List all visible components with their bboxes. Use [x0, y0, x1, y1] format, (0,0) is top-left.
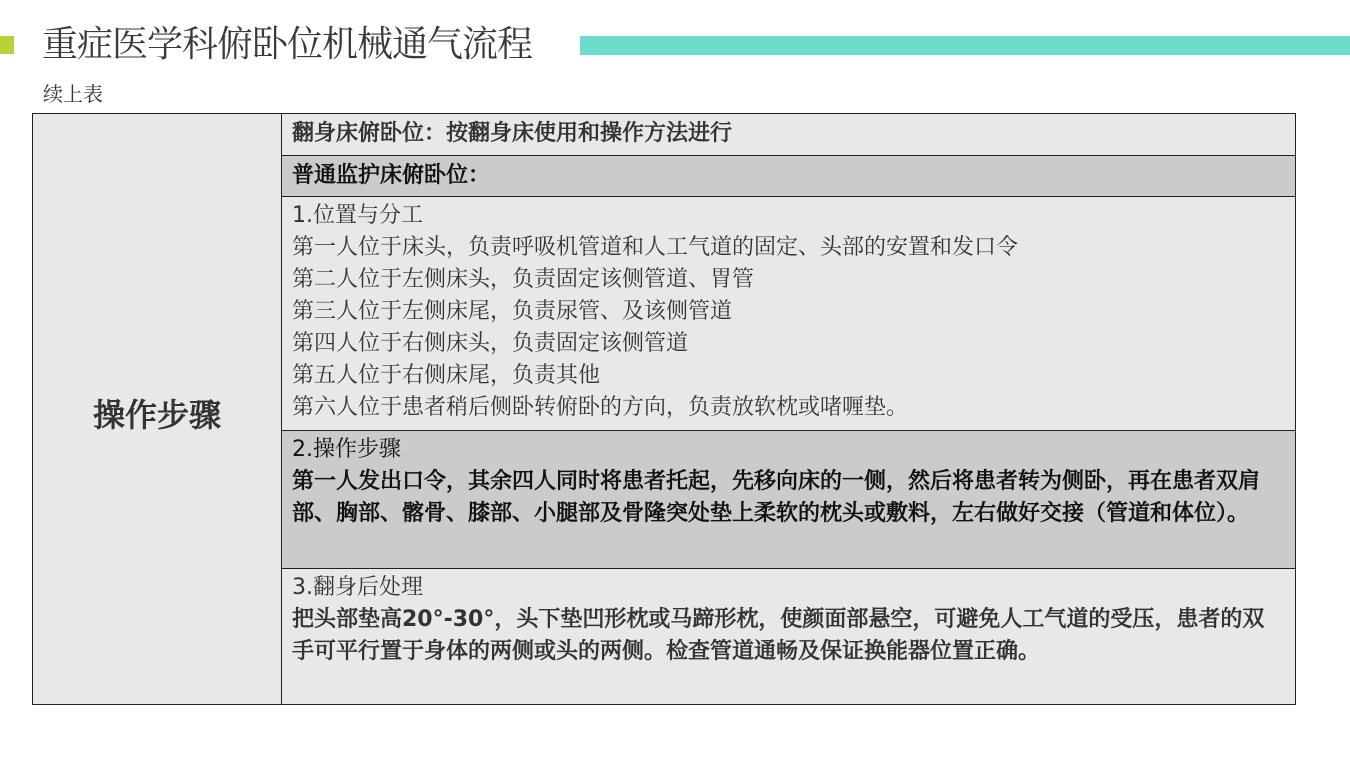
- table-row-section-steps: [282, 431, 1295, 569]
- section2-body: 第一人发出口令，其余四人同时将患者托起，先移向床的一侧，然后将患者转为侧卧，再在患者双肩部、胸部、髂骨、膝部、小腿部及骨隆突处垫上柔软的枕头或敷料，左右做好交接（管道和体位）。: [292, 469, 1261, 526]
- section2-heading: 2.操作步骤: [292, 437, 401, 462]
- procedure-table: [32, 113, 1296, 705]
- section1-heading: 1.位置与分工: [292, 203, 423, 228]
- page-title: 重症医学科俯卧位机械通气流程: [42, 24, 533, 65]
- section1-line: 第四人位于右侧床头，负责固定该侧管道: [292, 331, 689, 356]
- title-decorative-bar: [580, 36, 1350, 55]
- table-row-monitor-bed: [282, 156, 1295, 197]
- section1-line: 第二人位于左侧床头，负责固定该侧管道、胃管: [292, 267, 755, 292]
- table-right-column: [282, 114, 1295, 704]
- section3-heading: 3.翻身后处理: [292, 575, 423, 600]
- section1-line: 第五人位于右侧床尾，负责其他: [292, 363, 601, 388]
- section1-line: 第六人位于患者稍后侧卧转俯卧的方向，负责放软枕或啫喱垫。: [292, 395, 909, 420]
- monitor-bed-text: 普通监护床俯卧位：: [292, 163, 491, 188]
- turn-bed-text: 翻身床俯卧位：按翻身床使用和操作方法进行: [292, 121, 733, 146]
- section3-body: 把头部垫高20°-30°，头下垫凹形枕或马蹄形枕，使颜面部悬空，可避免人工气道的受压，患者的双手可平行置于身体的两侧或头的两侧。检查管道通畅及保证换能器位置正确。: [292, 607, 1265, 664]
- section1-line: 第三人位于左侧床尾，负责尿管、及该侧管道: [292, 299, 733, 324]
- table-left-label: 操作步骤: [92, 396, 221, 434]
- section1-line: 第一人位于床头，负责呼吸机管道和人工气道的固定、头部的安置和发口令: [292, 235, 1019, 260]
- table-row-turn-bed: [282, 114, 1295, 156]
- table-left-header-cell: [33, 114, 282, 704]
- title-accent-marker: [0, 36, 14, 54]
- page-subtitle: 续上表: [43, 82, 103, 106]
- table-row-section-positions: [282, 197, 1295, 431]
- table-row-section-after: [282, 569, 1295, 704]
